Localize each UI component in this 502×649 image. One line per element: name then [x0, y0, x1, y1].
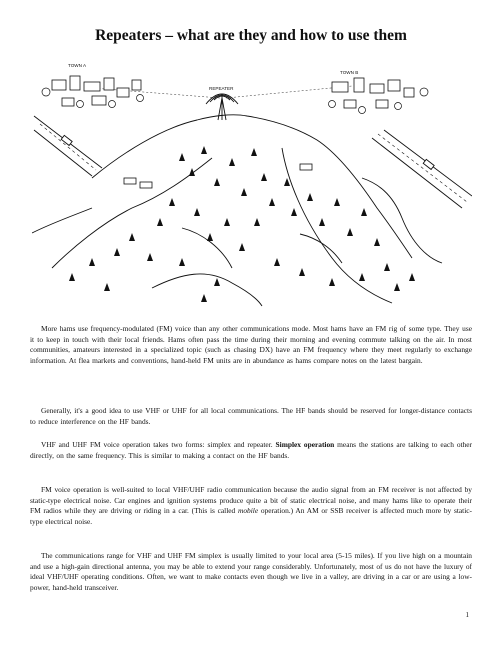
paragraph-2-text: Generally, it's a good idea to use VHF or UHF for all local communications. The HF bands should be reserved for longer-distance contacts to reduce interference on the HF bands. [30, 406, 472, 426]
town-b-label: TOWN B [340, 70, 359, 75]
right-road [372, 130, 472, 208]
paragraph-3-before: VHF and UHF FM voice operation takes two forms: simplex and repeater. [41, 440, 276, 449]
paragraph-3-after: means the stations are talking to each other directly, on the same frequency. This is similar to making a contact on the HF bands. [30, 440, 472, 460]
left-road [34, 116, 102, 176]
town-b-buildings [332, 78, 414, 108]
paragraph-simplex-range [30, 551, 472, 593]
paragraph-fm-popularity [30, 324, 472, 366]
repeater-illustration [32, 58, 472, 308]
town-a-label: TOWN A [68, 63, 87, 68]
paragraph-4-italic: mobile [238, 506, 259, 516]
town-a-buildings [52, 76, 141, 106]
paragraph-1-text: More hams use frequency-modulated (FM) voice than any other communications mode. Most hams have an FM rig of some type. They use it to keep in touch with their local friends. Hams often pass the time during their morning and evening commute talking on the air. In most communities, amateurs interested in a specialized topic (such as chasing DX) have an FM frequency where they meet regularly to exchange information. At flea markets and conventions, hand-held FM units are in abundance as hams compare notes on the latest bargain. [30, 324, 472, 365]
mountain-outline [32, 115, 442, 306]
paragraph-4-before: FM voice operation is well-suited to local VHF/UHF radio communication because the audio signal from an FM receiver is not affected by static-type electrical noise. Car engines and ignition systems produce quite a bit of static electrical noise, and many hams like to operate their FM radios while they are driving or riding in a car. (This is called [30, 485, 472, 516]
paragraph-fm-noise [30, 485, 472, 527]
paragraph-4-after: operation.) An AM or SSB receiver is affected much more by static-type electrical noise. [30, 506, 472, 526]
paragraph-vhf-uhf-local [30, 406, 472, 427]
page-title: Repeaters – what are they and how to use them [95, 27, 407, 44]
repeater-tower [206, 94, 238, 120]
paragraph-5-text: The communications range for VHF and UHF FM simplex is usually limited to your local area (5-15 miles). If you live high on a mountain and use a high-gain directional antenna, you may be able to extend your range considerably. Unfortunately, most of us do not have the luxury of ideal VHF/UHF operating conditions. Often, we want to make contacts even though we live in a valley, are driving in a car or are using a low-power, hand-held transceiver. [30, 551, 472, 592]
repeater-label: REPEATER [209, 86, 234, 91]
paragraph-3-bold: Simplex operation [275, 440, 335, 449]
paragraph-simplex-repeater [30, 440, 472, 461]
page-number: 1 [465, 611, 469, 619]
pine-trees [69, 146, 415, 302]
